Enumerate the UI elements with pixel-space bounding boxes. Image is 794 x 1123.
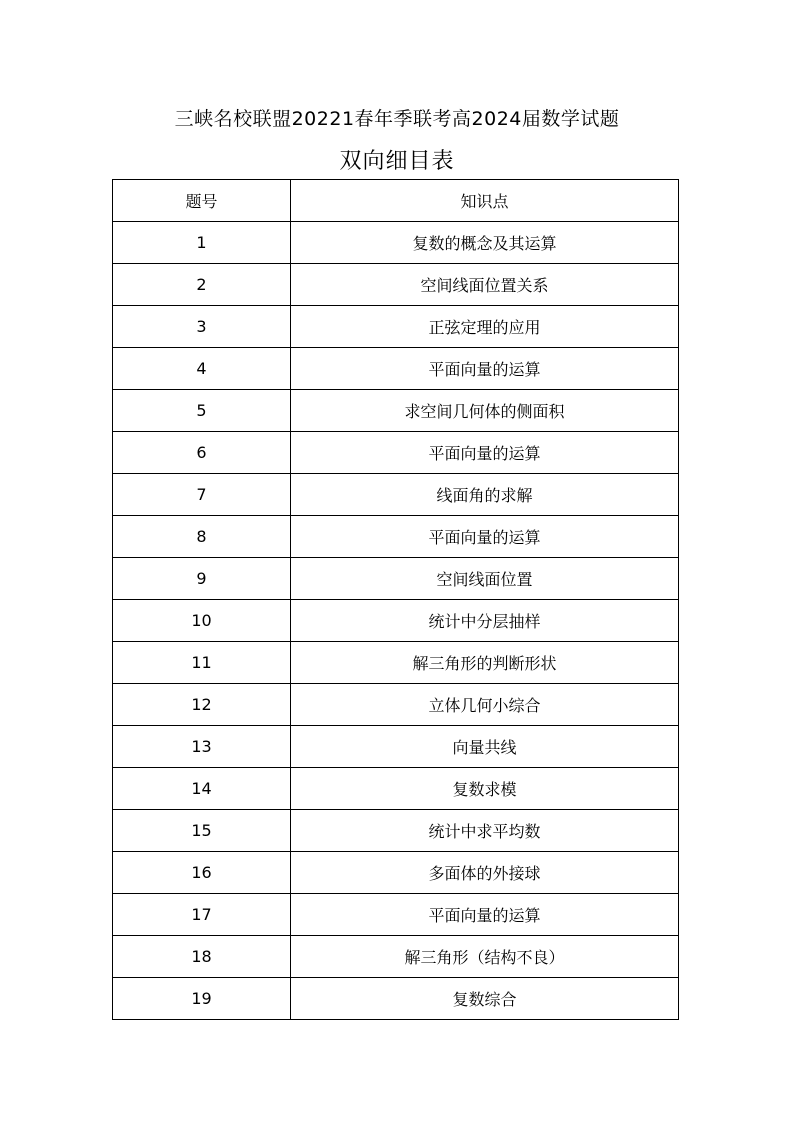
specification-table (112, 179, 679, 1020)
question-number: 8 (113, 516, 291, 558)
table-header-row (113, 180, 679, 222)
knowledge-point: 平面向量的运算 (291, 432, 679, 474)
table-row (113, 600, 679, 642)
question-number: 12 (113, 684, 291, 726)
knowledge-point: 空间线面位置 (291, 558, 679, 600)
question-number: 9 (113, 558, 291, 600)
question-number: 17 (113, 894, 291, 936)
table-row (113, 978, 679, 1020)
header-question-number: 题号 (113, 180, 291, 222)
knowledge-point: 复数求模 (291, 768, 679, 810)
table-row (113, 306, 679, 348)
knowledge-point: 平面向量的运算 (291, 348, 679, 390)
knowledge-point: 平面向量的运算 (291, 894, 679, 936)
knowledge-point: 多面体的外接球 (291, 852, 679, 894)
table-row (113, 726, 679, 768)
knowledge-point: 向量共线 (291, 726, 679, 768)
knowledge-point: 立体几何小综合 (291, 684, 679, 726)
header-knowledge-point: 知识点 (291, 180, 679, 222)
question-number: 15 (113, 810, 291, 852)
table-row (113, 390, 679, 432)
question-number: 19 (113, 978, 291, 1020)
question-number: 16 (113, 852, 291, 894)
table-row (113, 768, 679, 810)
knowledge-point: 空间线面位置关系 (291, 264, 679, 306)
knowledge-point: 统计中求平均数 (291, 810, 679, 852)
knowledge-point: 解三角形的判断形状 (291, 642, 679, 684)
question-number: 11 (113, 642, 291, 684)
knowledge-point: 统计中分层抽样 (291, 600, 679, 642)
question-number: 13 (113, 726, 291, 768)
table-row (113, 936, 679, 978)
knowledge-point: 线面角的求解 (291, 474, 679, 516)
question-number: 1 (113, 222, 291, 264)
knowledge-point: 求空间几何体的侧面积 (291, 390, 679, 432)
table-row (113, 222, 679, 264)
question-number: 6 (113, 432, 291, 474)
table-row (113, 810, 679, 852)
table-row (113, 516, 679, 558)
question-number: 3 (113, 306, 291, 348)
knowledge-point: 复数的概念及其运算 (291, 222, 679, 264)
knowledge-point: 复数综合 (291, 978, 679, 1020)
table-row (113, 894, 679, 936)
table-row (113, 264, 679, 306)
table-row (113, 684, 679, 726)
question-number: 10 (113, 600, 291, 642)
table-row (113, 852, 679, 894)
table-row (113, 348, 679, 390)
question-number: 5 (113, 390, 291, 432)
question-number: 14 (113, 768, 291, 810)
table-row (113, 558, 679, 600)
knowledge-point: 解三角形（结构不良） (291, 936, 679, 978)
question-number: 7 (113, 474, 291, 516)
document-subtitle: 双向细目表 (339, 149, 455, 174)
question-number: 18 (113, 936, 291, 978)
table-row (113, 432, 679, 474)
table-row (113, 474, 679, 516)
question-number: 4 (113, 348, 291, 390)
knowledge-point: 正弦定理的应用 (291, 306, 679, 348)
question-number: 2 (113, 264, 291, 306)
document-title: 三峡名校联盟20221春年季联考高2024届数学试题 (174, 108, 620, 130)
table-row (113, 642, 679, 684)
knowledge-point: 平面向量的运算 (291, 516, 679, 558)
